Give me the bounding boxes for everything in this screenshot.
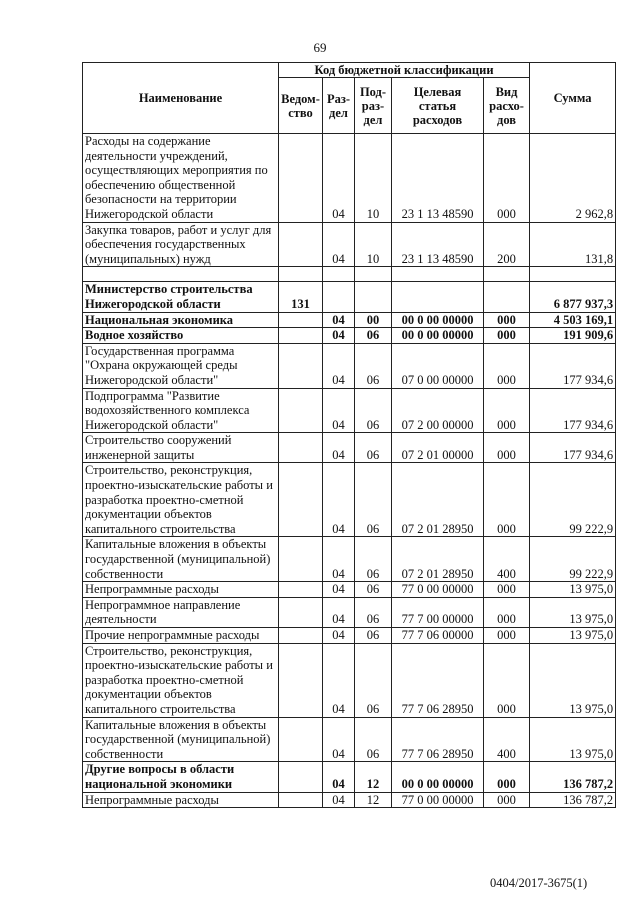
cell-sum: 4 503 169,1 [530,312,616,328]
table-row [83,134,616,223]
cell-target: 77 7 00 00000 [392,597,484,627]
cell-target: 00 0 00 00000 [392,762,484,792]
table-row [83,433,616,463]
cell-target: 00 0 00 00000 [392,312,484,328]
cell-sum: 13 975,0 [530,582,616,598]
header-subsection: Под-раз-дел [355,78,392,134]
cell-subsection: 06 [355,628,392,644]
cell-exp-type: 000 [484,628,530,644]
cell-subsection: 06 [355,463,392,537]
cell-sum [530,267,616,282]
table-row [83,463,616,537]
cell-section: 04 [323,463,355,537]
cell-sum: 6 877 937,3 [530,282,616,312]
cell-dept [279,312,323,328]
cell-target: 07 2 01 00000 [392,433,484,463]
cell-section: 04 [323,312,355,328]
cell-subsection: 10 [355,134,392,223]
cell-target: 00 0 00 00000 [392,328,484,344]
cell-subsection: 06 [355,328,392,344]
header-dept: Ведом-ство [279,78,323,134]
table-row [83,282,616,312]
cell-name: Непрограммные расходы [83,792,279,808]
cell-section: 04 [323,717,355,762]
cell-dept [279,433,323,463]
cell-subsection: 06 [355,537,392,582]
cell-sum: 99 222,9 [530,537,616,582]
header-exp-type: Вид расхо-дов [484,78,530,134]
cell-dept [279,643,323,717]
cell-target: 23 1 13 48590 [392,222,484,267]
table-row [83,628,616,644]
table-row [83,388,616,433]
cell-target: 77 7 06 00000 [392,628,484,644]
header-name: Наименование [83,63,279,134]
table-row [83,343,616,388]
cell-dept [279,717,323,762]
cell-section: 04 [323,134,355,223]
cell-exp-type [484,267,530,282]
cell-subsection: 06 [355,582,392,598]
cell-section: 04 [323,433,355,463]
cell-name: Национальная экономика [83,312,279,328]
table-row [83,643,616,717]
cell-exp-type: 000 [484,388,530,433]
cell-section: 04 [323,792,355,808]
document-code: 0404/2017-3675(1) [490,876,588,890]
cell-section: 04 [323,762,355,792]
cell-section: 04 [323,222,355,267]
table-row [83,762,616,792]
cell-name: Непрограммное направление деятельности [83,597,279,627]
cell-subsection: 06 [355,388,392,433]
cell-name: Капитальные вложения в объекты государственной (муниципальной) собственности [83,717,279,762]
cell-sum: 13 975,0 [530,643,616,717]
cell-exp-type: 200 [484,222,530,267]
cell-exp-type [484,282,530,312]
cell-section: 04 [323,537,355,582]
cell-target: 77 7 06 28950 [392,717,484,762]
cell-name: Министерство строительства Нижегородской области [83,282,279,312]
cell-dept [279,463,323,537]
header-target: Целевая статья расходов [392,78,484,134]
cell-subsection: 12 [355,762,392,792]
cell-section [323,267,355,282]
cell-name: Водное хозяйство [83,328,279,344]
cell-sum: 191 909,6 [530,328,616,344]
header-classification: Код бюджетной классификации [279,63,530,78]
cell-exp-type: 000 [484,134,530,223]
cell-subsection: 06 [355,597,392,627]
cell-sum: 99 222,9 [530,463,616,537]
cell-name: Закупка товаров, работ и услуг для обеспечения государственных (муниципальных) нужд [83,222,279,267]
cell-subsection: 06 [355,343,392,388]
cell-name: Капитальные вложения в объекты государственной (муниципальной) собственности [83,537,279,582]
cell-section: 04 [323,388,355,433]
cell-sum: 13 975,0 [530,597,616,627]
cell-name: Прочие непрограммные расходы [83,628,279,644]
cell-name: Подпрограмма "Развитие водохозяйственного комплекса Нижегородской области" [83,388,279,433]
cell-name: Государственная программа "Охрана окружающей среды Нижегородской области" [83,343,279,388]
cell-target: 07 2 01 28950 [392,537,484,582]
cell-exp-type: 000 [484,762,530,792]
cell-target: 07 2 00 00000 [392,388,484,433]
cell-exp-type: 000 [484,343,530,388]
cell-section: 04 [323,597,355,627]
table-row [83,312,616,328]
header-section: Раз-дел [323,78,355,134]
cell-dept [279,134,323,223]
cell-dept [279,328,323,344]
cell-exp-type: 000 [484,433,530,463]
cell-target: 77 0 00 00000 [392,582,484,598]
cell-subsection: 06 [355,643,392,717]
cell-target: 23 1 13 48590 [392,134,484,223]
cell-sum: 2 962,8 [530,134,616,223]
cell-exp-type: 000 [484,582,530,598]
table-row [83,537,616,582]
cell-sum: 13 975,0 [530,628,616,644]
cell-section: 04 [323,582,355,598]
cell-dept [279,343,323,388]
cell-exp-type: 000 [484,312,530,328]
cell-exp-type: 000 [484,328,530,344]
cell-section: 04 [323,628,355,644]
budget-table [82,62,616,808]
cell-name: Непрограммные расходы [83,582,279,598]
cell-target: 07 0 00 00000 [392,343,484,388]
cell-dept: 131 [279,282,323,312]
cell-name: Расходы на содержание деятельности учреждений, осуществляющих мероприятия по обеспечению общественной безопасности на территории Нижегородской области [83,134,279,223]
cell-sum: 136 787,2 [530,792,616,808]
cell-target [392,267,484,282]
cell-sum: 177 934,6 [530,343,616,388]
cell-dept [279,792,323,808]
cell-dept [279,388,323,433]
cell-target: 07 2 01 28950 [392,463,484,537]
cell-section: 04 [323,328,355,344]
cell-name: Строительство, реконструкция, проектно-изыскательские работы и разработка проектно-сметной документации объектов капитального строительства [83,463,279,537]
cell-dept [279,628,323,644]
table-row [83,222,616,267]
cell-dept [279,762,323,792]
cell-section: 04 [323,643,355,717]
table-row [83,582,616,598]
table-row [83,267,616,282]
cell-subsection: 06 [355,433,392,463]
cell-sum: 131,8 [530,222,616,267]
cell-subsection: 10 [355,222,392,267]
cell-name [83,267,279,282]
cell-sum: 136 787,2 [530,762,616,792]
table-row [83,328,616,344]
cell-exp-type: 400 [484,537,530,582]
cell-exp-type: 400 [484,717,530,762]
table-row [83,792,616,808]
cell-dept [279,222,323,267]
cell-exp-type: 000 [484,643,530,717]
cell-dept [279,537,323,582]
cell-sum: 177 934,6 [530,433,616,463]
cell-sum: 177 934,6 [530,388,616,433]
cell-exp-type: 000 [484,463,530,537]
cell-section: 04 [323,343,355,388]
cell-dept [279,597,323,627]
cell-name: Строительство сооружений инженерной защиты [83,433,279,463]
cell-target: 77 0 00 00000 [392,792,484,808]
cell-dept [279,267,323,282]
cell-exp-type: 000 [484,597,530,627]
cell-subsection: 12 [355,792,392,808]
cell-subsection: 00 [355,312,392,328]
cell-name: Строительство, реконструкция, проектно-изыскательские работы и разработка проектно-сметной документации объектов капитального строительства [83,643,279,717]
table-row [83,597,616,627]
cell-target: 77 7 06 28950 [392,643,484,717]
cell-dept [279,582,323,598]
table-row [83,717,616,762]
cell-sum: 13 975,0 [530,717,616,762]
cell-target [392,282,484,312]
cell-section [323,282,355,312]
page-number: 69 [313,40,327,55]
cell-subsection [355,282,392,312]
cell-subsection [355,267,392,282]
header-sum: Сумма [530,63,616,134]
cell-name: Другие вопросы в области национальной экономики [83,762,279,792]
cell-exp-type: 000 [484,792,530,808]
cell-subsection: 06 [355,717,392,762]
